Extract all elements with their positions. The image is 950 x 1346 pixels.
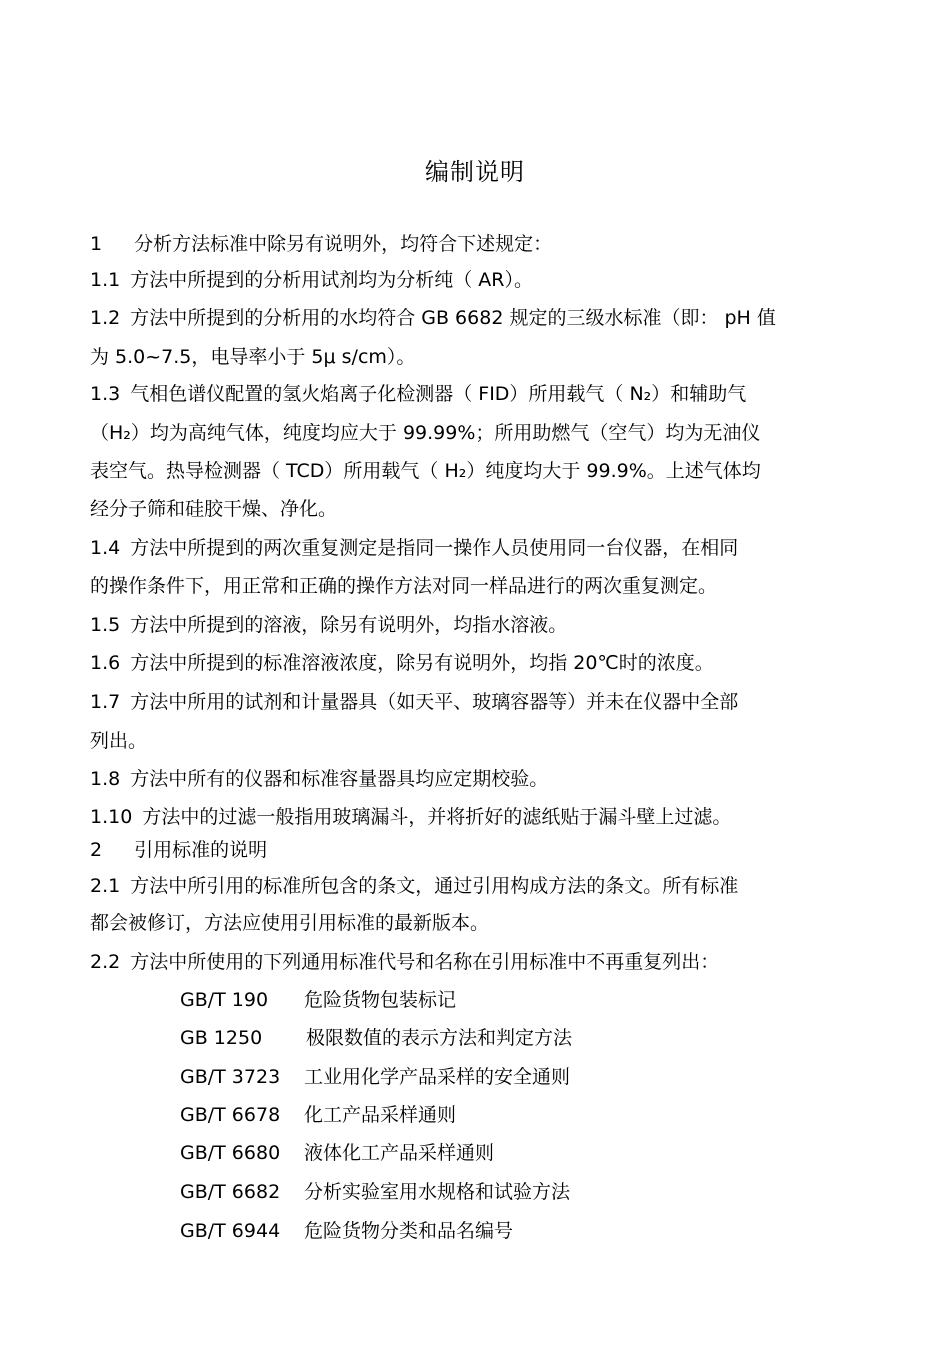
- clause-number: 1.1: [90, 269, 121, 291]
- standard-name: 分析实验室用水规格和试验方法: [304, 1181, 571, 1203]
- reference-item: [180, 1219, 513, 1243]
- clause-text: 方法中的过滤一般指用玻璃漏斗，并将折好的滤纸贴于漏斗壁上过滤。: [142, 806, 732, 828]
- standard-name: 极限数值的表示方法和判定方法: [306, 1027, 573, 1049]
- clause-number: 1: [90, 233, 103, 255]
- paragraph-line: [90, 729, 147, 753]
- clause-number: 2.2: [90, 951, 121, 973]
- reference-item: [180, 1026, 572, 1050]
- clause-text: 列出。: [90, 730, 148, 752]
- standard-code: GB/T 3723: [180, 1066, 281, 1088]
- clause-text: 方法中所用的试剂和计量器具（如天平、玻璃容器等）并未在仪器中全部: [130, 691, 739, 713]
- clause-text: 气相色谱仪配置的氢火焰离子化检测器（ FID）所用载气（ N₂）和辅助气: [130, 383, 747, 405]
- clause-text: 引用标准的说明: [134, 839, 268, 861]
- paragraph-line: [90, 536, 738, 560]
- clause-number: 1.5: [90, 614, 121, 636]
- clause-text: 都会被修订，方法应使用引用标准的最新版本。: [90, 912, 490, 934]
- paragraph-line: [90, 497, 337, 521]
- clause-number: 1.3: [90, 383, 121, 405]
- standard-code: GB/T 6682: [180, 1181, 281, 1203]
- clause-text: 表空气。热导检测器（ TCD）所用载气（ H₂）纯度均大于 99.9%。上述气体均: [90, 460, 761, 482]
- clause-text: 经分子筛和硅胶干燥、净化。: [90, 498, 338, 520]
- clause-number: 1.2: [90, 307, 121, 329]
- clause-number: 1.4: [90, 537, 121, 559]
- paragraph-line: [90, 838, 267, 862]
- paragraph-line: [90, 613, 567, 637]
- clause-number: 1.6: [90, 652, 121, 674]
- paragraph-line: [90, 767, 548, 791]
- standard-code: GB/T 6680: [180, 1142, 281, 1164]
- clause-number: 2.1: [90, 875, 121, 897]
- clause-text: 方法中所引用的标准所包含的条文，通过引用构成方法的条文。所有标准: [130, 875, 739, 897]
- paragraph-line: [90, 268, 533, 292]
- standard-code: GB 1250: [180, 1027, 263, 1049]
- standard-name: 危险货物包装标记: [304, 989, 457, 1011]
- paragraph-line: [90, 459, 761, 483]
- clause-number: 1.10: [90, 806, 133, 828]
- standard-name: 危险货物分类和品名编号: [304, 1220, 514, 1242]
- clause-text: 的操作条件下，用正常和正确的操作方法对同一样品进行的两次重复测定。: [90, 575, 718, 597]
- standard-code: GB/T 190: [180, 989, 269, 1011]
- reference-item: [180, 1180, 570, 1204]
- standard-name: 化工产品采样通则: [304, 1104, 457, 1126]
- clause-number: 1.8: [90, 768, 121, 790]
- page-title: 编制说明: [425, 158, 525, 186]
- clause-text: 方法中所提到的两次重复测定是指同一操作人员使用同一台仪器，在相同: [130, 537, 739, 559]
- standard-code: GB/T 6678: [180, 1104, 281, 1126]
- clause-text: 分析方法标准中除另有说明外，均符合下述规定：: [134, 233, 553, 255]
- clause-text: 方法中所提到的分析用的水均符合 GB 6682 规定的三级水标准（即： pH 值: [130, 307, 776, 329]
- paragraph-line: [90, 345, 415, 369]
- paragraph-line: [90, 574, 717, 598]
- paragraph-line: [90, 950, 719, 974]
- paragraph-line: [90, 382, 746, 406]
- paragraph-line: [90, 232, 552, 256]
- clause-text: 方法中所使用的下列通用标准代号和名称在引用标准中不再重复列出：: [130, 951, 720, 973]
- clause-text: 方法中所提到的标准溶液浓度，除另有说明外，均指 20℃时的浓度。: [130, 652, 714, 674]
- reference-item: [180, 1065, 570, 1089]
- reference-item: [180, 988, 456, 1012]
- clause-number: 1.7: [90, 691, 121, 713]
- paragraph-line: [90, 874, 738, 898]
- paragraph-line: [90, 421, 760, 445]
- paragraph-line: [90, 651, 714, 675]
- standard-code: GB/T 6944: [180, 1220, 281, 1242]
- reference-item: [180, 1103, 456, 1127]
- paragraph-line: [90, 805, 731, 829]
- standard-name: 液体化工产品采样通则: [304, 1142, 495, 1164]
- clause-text: （H₂）均为高纯气体，纯度均应大于 99.99%；所用助燃气（空气）均为无油仪: [90, 422, 761, 444]
- clause-text: 方法中所提到的溶液，除另有说明外，均指水溶液。: [130, 614, 568, 636]
- clause-number: 2: [90, 839, 103, 861]
- clause-text: 为 5.0~7.5，电导率小于 5μ s/cm）。: [90, 346, 416, 368]
- paragraph-line: [90, 690, 738, 714]
- paragraph-line: [90, 911, 489, 935]
- clause-text: 方法中所有的仪器和标准容量器具均应定期校验。: [130, 768, 549, 790]
- clause-text: 方法中所提到的分析用试剂均为分析纯（ AR）。: [130, 269, 533, 291]
- reference-item: [180, 1141, 494, 1165]
- standard-name: 工业用化学产品采样的安全通则: [304, 1066, 571, 1088]
- paragraph-line: [90, 306, 776, 330]
